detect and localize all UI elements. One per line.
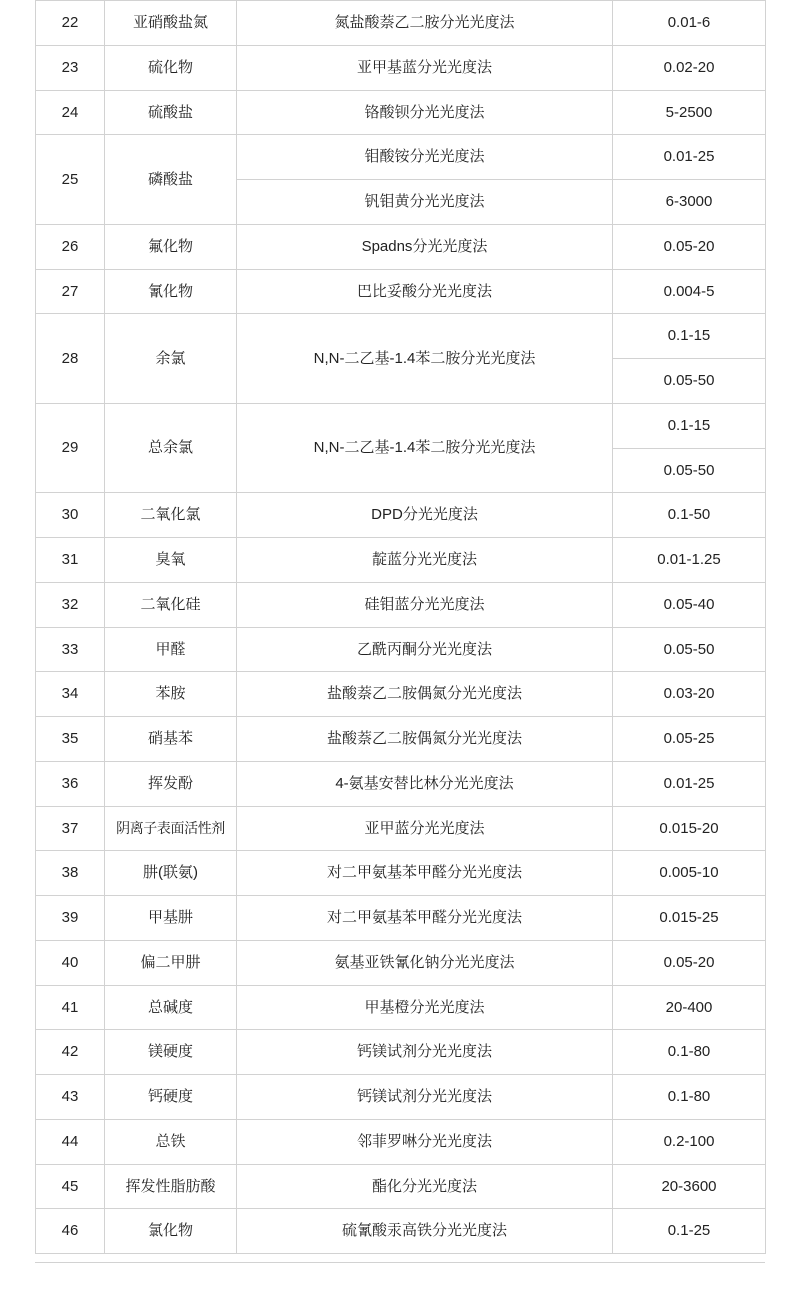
table-row [36, 45, 766, 90]
cell-method: 硅钼蓝分光光度法 [237, 582, 613, 627]
cell-item-name: 阴离子表面活性剂 [105, 806, 237, 851]
cell-range: 0.2-100 [613, 1119, 766, 1164]
cell-range: 0.05-20 [613, 224, 766, 269]
cell-item-name: 镁硬度 [105, 1030, 237, 1075]
cell-range: 0.03-20 [613, 672, 766, 717]
table-bottom-rule [35, 1262, 765, 1263]
cell-serial-number: 37 [36, 806, 105, 851]
table-row [36, 896, 766, 941]
cell-method: 亚甲蓝分光光度法 [237, 806, 613, 851]
cell-range: 0.05-50 [613, 627, 766, 672]
cell-item-name: 总碱度 [105, 985, 237, 1030]
cell-method: 靛蓝分光光度法 [237, 538, 613, 583]
cell-method: 钙镁试剂分光光度法 [237, 1030, 613, 1075]
cell-item-name: 氰化物 [105, 269, 237, 314]
cell-method: 钙镁试剂分光光度法 [237, 1075, 613, 1120]
cell-serial-number: 29 [36, 403, 105, 493]
cell-item-name: 甲基肼 [105, 896, 237, 941]
cell-range: 0.02-20 [613, 45, 766, 90]
cell-range: 0.1-50 [613, 493, 766, 538]
cell-range: 0.1-25 [613, 1209, 766, 1254]
cell-serial-number: 38 [36, 851, 105, 896]
table-row [36, 1209, 766, 1254]
cell-range: 0.05-20 [613, 940, 766, 985]
cell-method: 巴比妥酸分光光度法 [237, 269, 613, 314]
cell-item-name: 总铁 [105, 1119, 237, 1164]
table-row [36, 627, 766, 672]
cell-method: 氮盐酸萘乙二胺分光光度法 [237, 1, 613, 46]
cell-item-name: 余氯 [105, 314, 237, 404]
table-row [36, 1075, 766, 1120]
cell-item-name: 挥发酚 [105, 761, 237, 806]
table-row [36, 314, 766, 359]
cell-serial-number: 32 [36, 582, 105, 627]
cell-range: 5-2500 [613, 90, 766, 135]
cell-range: 20-3600 [613, 1164, 766, 1209]
cell-item-name: 钙硬度 [105, 1075, 237, 1120]
cell-method: 盐酸萘乙二胺偶氮分光光度法 [237, 672, 613, 717]
cell-range: 0.1-80 [613, 1030, 766, 1075]
cell-item-name: 总余氯 [105, 403, 237, 493]
cell-method: N,N-二乙基-1.4苯二胺分光光度法 [237, 314, 613, 404]
cell-range: 0.05-50 [613, 448, 766, 493]
cell-range: 0.01-6 [613, 1, 766, 46]
cell-serial-number: 33 [36, 627, 105, 672]
cell-range: 0.005-10 [613, 851, 766, 896]
cell-serial-number: 35 [36, 717, 105, 762]
cell-serial-number: 45 [36, 1164, 105, 1209]
cell-method: 甲基橙分光光度法 [237, 985, 613, 1030]
cell-serial-number: 46 [36, 1209, 105, 1254]
table-row [36, 806, 766, 851]
cell-range: 0.004-5 [613, 269, 766, 314]
table-row [36, 90, 766, 135]
cell-item-name: 硝基苯 [105, 717, 237, 762]
table-row [36, 761, 766, 806]
cell-serial-number: 27 [36, 269, 105, 314]
table-row [36, 538, 766, 583]
table-row [36, 135, 766, 180]
table-body [36, 1, 766, 1254]
cell-serial-number: 25 [36, 135, 105, 225]
table-row [36, 1, 766, 46]
table-row [36, 672, 766, 717]
cell-range: 0.01-1.25 [613, 538, 766, 583]
cell-range: 0.05-40 [613, 582, 766, 627]
cell-method: Spadns分光光度法 [237, 224, 613, 269]
cell-range: 0.015-25 [613, 896, 766, 941]
cell-item-name: 硫化物 [105, 45, 237, 90]
table-row [36, 940, 766, 985]
table-row [36, 493, 766, 538]
cell-range: 0.05-50 [613, 359, 766, 404]
cell-range: 0.1-15 [613, 403, 766, 448]
cell-method: 盐酸萘乙二胺偶氮分光光度法 [237, 717, 613, 762]
cell-method: 对二甲氨基苯甲醛分光光度法 [237, 896, 613, 941]
table-row [36, 224, 766, 269]
cell-serial-number: 30 [36, 493, 105, 538]
cell-method: 钒钼黄分光光度法 [237, 180, 613, 225]
cell-item-name: 臭氧 [105, 538, 237, 583]
detection-method-table [35, 0, 766, 1254]
cell-range: 6-3000 [613, 180, 766, 225]
cell-item-name: 二氧化硅 [105, 582, 237, 627]
table-row [36, 1164, 766, 1209]
cell-method: 氨基亚铁氰化钠分光光度法 [237, 940, 613, 985]
table-row [36, 1119, 766, 1164]
cell-item-name: 氯化物 [105, 1209, 237, 1254]
cell-serial-number: 40 [36, 940, 105, 985]
cell-serial-number: 34 [36, 672, 105, 717]
cell-method: DPD分光光度法 [237, 493, 613, 538]
cell-serial-number: 31 [36, 538, 105, 583]
cell-range: 0.01-25 [613, 135, 766, 180]
cell-range: 0.1-15 [613, 314, 766, 359]
cell-serial-number: 44 [36, 1119, 105, 1164]
cell-item-name: 磷酸盐 [105, 135, 237, 225]
cell-serial-number: 39 [36, 896, 105, 941]
cell-item-name: 氟化物 [105, 224, 237, 269]
cell-serial-number: 43 [36, 1075, 105, 1120]
cell-item-name: 挥发性脂肪酸 [105, 1164, 237, 1209]
cell-method: 铬酸钡分光光度法 [237, 90, 613, 135]
table-row [36, 403, 766, 448]
cell-range: 0.1-80 [613, 1075, 766, 1120]
cell-method: 对二甲氨基苯甲醛分光光度法 [237, 851, 613, 896]
cell-range: 0.015-20 [613, 806, 766, 851]
cell-item-name: 苯胺 [105, 672, 237, 717]
cell-range: 0.01-25 [613, 761, 766, 806]
cell-method: 亚甲基蓝分光光度法 [237, 45, 613, 90]
table-row [36, 851, 766, 896]
cell-method: 乙酰丙酮分光光度法 [237, 627, 613, 672]
cell-method: 酯化分光光度法 [237, 1164, 613, 1209]
cell-method: N,N-二乙基-1.4苯二胺分光光度法 [237, 403, 613, 493]
cell-item-name: 甲醛 [105, 627, 237, 672]
cell-item-name: 偏二甲肼 [105, 940, 237, 985]
cell-method: 4-氨基安替比林分光光度法 [237, 761, 613, 806]
table-row [36, 985, 766, 1030]
table-row [36, 269, 766, 314]
cell-item-name: 二氧化氯 [105, 493, 237, 538]
cell-serial-number: 26 [36, 224, 105, 269]
cell-range: 0.05-25 [613, 717, 766, 762]
cell-method: 钼酸铵分光光度法 [237, 135, 613, 180]
cell-item-name: 亚硝酸盐氮 [105, 1, 237, 46]
cell-serial-number: 28 [36, 314, 105, 404]
cell-item-name: 硫酸盐 [105, 90, 237, 135]
cell-range: 20-400 [613, 985, 766, 1030]
cell-serial-number: 23 [36, 45, 105, 90]
cell-item-name: 肼(联氨) [105, 851, 237, 896]
cell-serial-number: 36 [36, 761, 105, 806]
table-row [36, 1030, 766, 1075]
cell-serial-number: 24 [36, 90, 105, 135]
table-row [36, 582, 766, 627]
table-row [36, 717, 766, 762]
cell-serial-number: 42 [36, 1030, 105, 1075]
cell-method: 硫氰酸汞高铁分光光度法 [237, 1209, 613, 1254]
cell-method: 邻菲罗啉分光光度法 [237, 1119, 613, 1164]
cell-serial-number: 41 [36, 985, 105, 1030]
cell-serial-number: 22 [36, 1, 105, 46]
